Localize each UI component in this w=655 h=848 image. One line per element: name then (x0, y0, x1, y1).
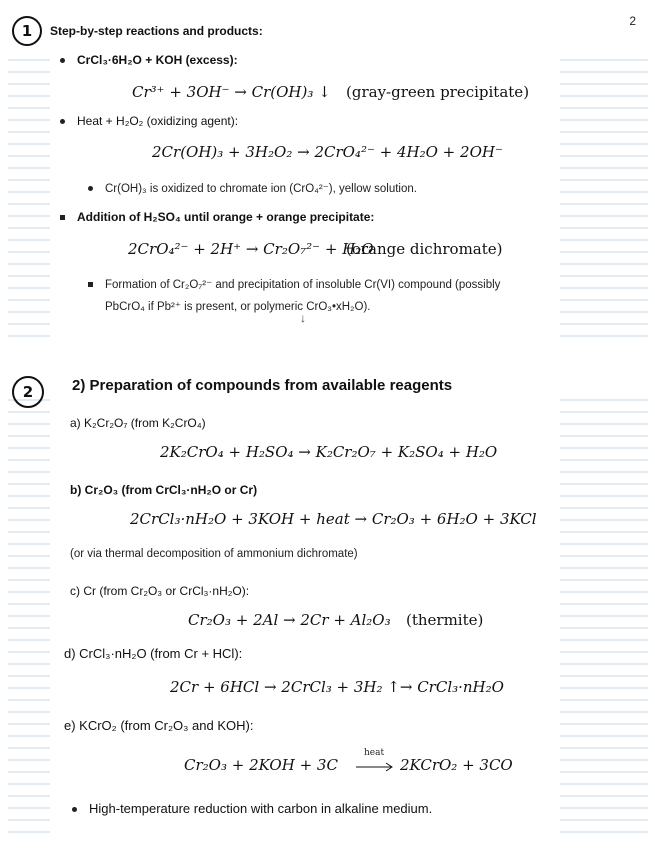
prep-d-label: d) CrCl₃·nH₂O (from Cr + HCl): (64, 646, 243, 661)
prep-e-bullet: High-temperature reduction with carbon in alkaline medium. (72, 801, 432, 816)
prep-c-equation: Cr₂O₃ + 2Al → 2Cr + Al₂O₃ (188, 611, 391, 629)
reaction-3-label: Addition of H₂SO₄ until orange + orange precipitate: (60, 210, 374, 224)
prep-d-equation: 2Cr + 6HCl → 2CrCl₃ + 3H₂ ↑→ CrCl₃·nH₂O (170, 678, 504, 696)
prep-e-arrow-icon (356, 762, 396, 772)
reaction-3-note-line-2: PbCrO₄ if Pb²⁺ is present, or polymeric CrO₃•xH₂O). (105, 301, 371, 313)
section-2-heading: 2) Preparation of compounds from available reagents (72, 377, 453, 394)
prep-e-arrow-label: heat (364, 748, 385, 758)
prep-e-equation-left: Cr₂O₃ + 2KOH + 3C (184, 756, 338, 774)
reaction-2-note: Cr(OH)₃ is oxidized to chromate ion (CrO₄²⁻), yellow solution. (88, 181, 417, 195)
section-1-number: 1 (12, 16, 42, 46)
page-number: 2 (629, 14, 636, 28)
reaction-3-note-line-1: Formation of Cr₂O₇²⁻ and precipitation of insoluble Cr(VI) compound (possibly (88, 277, 500, 291)
prep-b-equation: 2CrCl₃·nH₂O + 3KOH + heat → Cr₂O₃ + 6H₂O + 3KCl (130, 510, 537, 528)
prep-c-label: c) Cr (from Cr₂O₃ or CrCl₃·nH₂O): (70, 584, 250, 598)
prep-c-note: (thermite) (406, 611, 484, 629)
prep-b-label: b) Cr₂O₃ (from CrCl₃·nH₂O or Cr) (70, 483, 258, 497)
prep-b-note: (or via thermal decomposition of ammonium dichromate) (70, 548, 358, 560)
reaction-1-note: (gray-green precipitate) (346, 83, 530, 101)
prep-e-equation-right: 2KCrO₂ + 3CO (400, 756, 513, 774)
reaction-1-label: CrCl₃·6H₂O + KOH (excess): (60, 53, 238, 67)
prep-a-label: a) K₂Cr₂O₇ (from K₂CrO₄) (70, 416, 206, 430)
reaction-1-equation: Cr³⁺ + 3OH⁻ → Cr(OH)₃ ↓ (132, 83, 331, 101)
reaction-3-equation: 2CrO₄²⁻ + 2H⁺ → Cr₂O₇²⁻ + H₂O (128, 240, 374, 258)
reaction-3-note: (orange dichromate) (346, 240, 503, 258)
prep-a-equation: 2K₂CrO₄ + H₂SO₄ → K₂Cr₂O₇ + K₂SO₄ + H₂O (160, 443, 498, 461)
section-1-heading: Step-by-step reactions and products: (50, 24, 263, 38)
scroll-down-icon[interactable]: ↓ (300, 311, 306, 325)
prep-e-label: e) KCrO₂ (from Cr₂O₃ and KOH): (64, 718, 254, 733)
reaction-2-label: Heat + H₂O₂ (oxidizing agent): (60, 114, 238, 128)
section-2-number: 2 (12, 376, 44, 408)
reaction-2-equation: 2Cr(OH)₃ + 3H₂O₂ → 2CrO₄²⁻ + 4H₂O + 2OH⁻ (152, 143, 503, 161)
